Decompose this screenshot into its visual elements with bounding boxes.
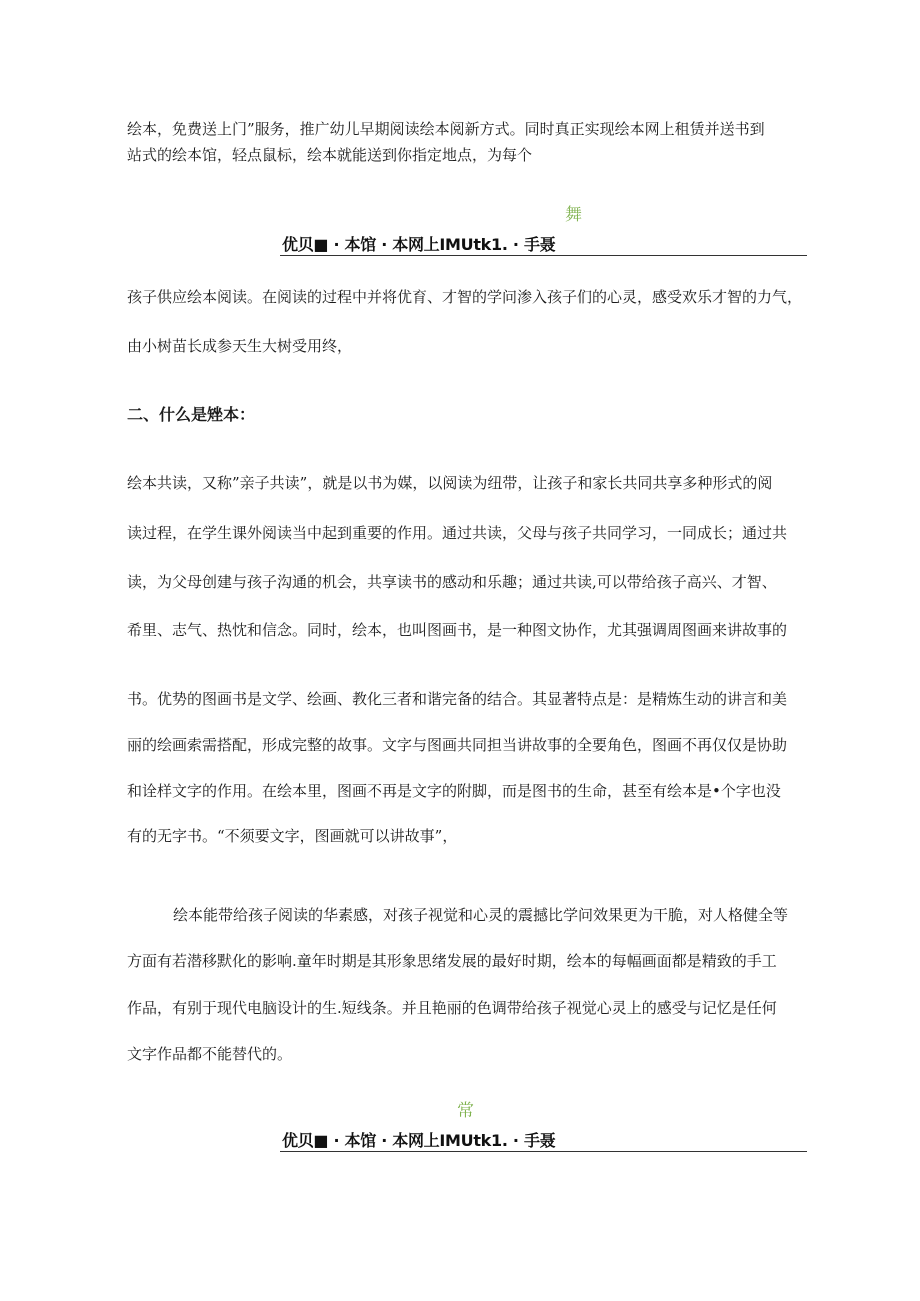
- text-line: 绘本，免费送上门”服务，推广幼儿早期阅读绘本阅新方式。同时真正实现绘本网上租赁并送书到: [127, 120, 765, 138]
- banner-title: 优贝■ · 本馆 · 本网上IMUtk1. · 手聂: [282, 235, 556, 254]
- text-line: 作品，有别于现代电脑设计的生.短线条。并且艳丽的色调带给孩子视觉心灵上的感受与记忆是任何: [127, 999, 777, 1017]
- banner-divider: [280, 255, 807, 256]
- text-line: 丽的绘画索需搭配，形成完整的故事。文字与图画共同担当讲故事的全要角色，图画不再仅仅是协助: [127, 736, 788, 754]
- text-line: 孩子供应绘本阅读。在阅读的过程中并将优育、才智的学问渗入孩子们的心灵，感受欢乐才智的力气，: [127, 288, 803, 306]
- banner-mark: 舞: [565, 205, 582, 225]
- text-line: 绘本共读，又称”亲子共读”，就是以书为媒，以阅读为纽带，让孩子和家长共同共享多种形式的阅: [127, 474, 773, 492]
- text-line: 绘本能带给孩子阅读的华素感，对孩子视觉和心灵的震撼比学问效果更为干脆，对人格健全等: [173, 906, 789, 924]
- text-line: 希里、志气、热忱和信念。同时，绘本，也叫图画书，是一种图文协作，尤其强调周图画来讲故事的: [127, 621, 788, 639]
- banner-title: 优贝■ · 本馆 · 本网上IMUtk1. · 手聂: [282, 1131, 556, 1150]
- text-line: 读过程，在学生课外阅读当中起到重要的作用。通过共读，父母与孩子共同学习，一同成长；通过共: [127, 524, 788, 542]
- text-line: 和诠样文字的作用。在绘本里，图画不再是文字的附脚，而是图书的生命，甚至有绘本是•个字也没: [127, 782, 781, 800]
- section-heading: 二、什么是矬本：: [127, 405, 256, 424]
- text-line: 文字作品都不能替代的。: [127, 1045, 293, 1063]
- text-line: 读，为父母创建与孩子沟通的机会，共享读书的感动和乐趣；通过共读,可以带给孩子高兴、才智、: [127, 573, 777, 591]
- text-line: 方面有若潜移默化的影响.童年时期是其形象思绪发展的最好时期，绘本的每幅画面都是精致的手工: [127, 952, 777, 970]
- banner-mark: 常: [457, 1101, 474, 1121]
- text-line: 书。优势的图画书是文学、绘画、教化三者和谐完备的结合。其显著特点是：是精炼生动的讲言和美: [127, 690, 788, 708]
- text-line: 由小树苗长成参天生大树受用终，: [127, 337, 353, 355]
- banner-divider: [280, 1151, 807, 1152]
- text-line: 有的无字书。“不须要文字，图画就可以讲故事”，: [127, 827, 458, 845]
- text-line: 站式的绘本馆，轻点鼠标，绘本就能送到你指定地点，为每个: [127, 146, 533, 164]
